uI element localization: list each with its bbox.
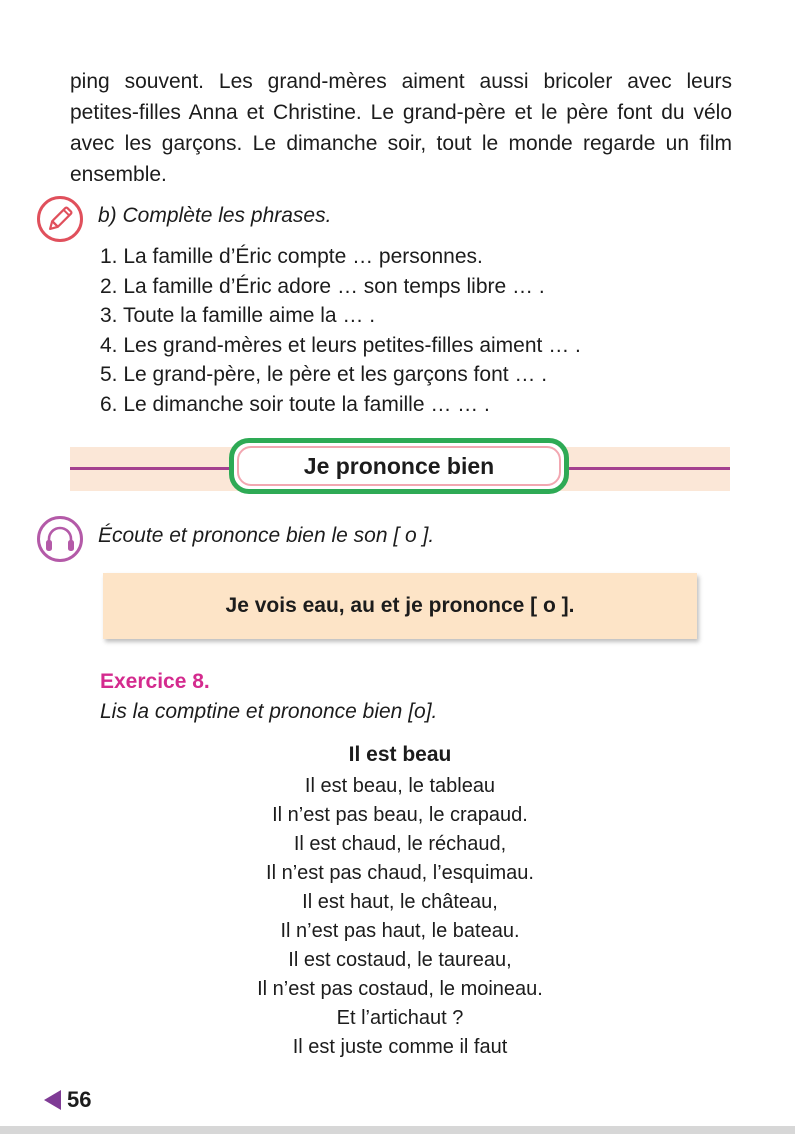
poem-line: Il est costaud, le taureau, [288, 949, 512, 971]
rule-box [103, 573, 697, 639]
headphones-icon [37, 516, 83, 562]
exercise-title: Exercice 8. [100, 670, 210, 693]
exercise-instruction: Lis la comptine et prononce bien [o]. [100, 700, 438, 723]
list-item: 2. La famille d’Éric adore … son temps libre … . [100, 274, 545, 298]
listen-instruction: Écoute et prononce bien le son [ o ]. [98, 524, 435, 547]
task-b-instruction: b) Complète les phrases. [98, 204, 332, 227]
poem [150, 740, 650, 1062]
poem-line: Il est beau, le tableau [304, 775, 496, 797]
poem-line: Il est haut, le château, [302, 891, 498, 913]
poem-line: Il n’est pas costaud, le moineau. [257, 978, 543, 1000]
list-item: 5. Le grand-père, le père et les garçons font … . [100, 363, 548, 386]
pencil-icon [37, 196, 83, 242]
page-number: 56 [67, 1087, 92, 1112]
poem-line: Il n’est pas haut, le bateau. [280, 920, 520, 942]
reading-paragraph: ping souvent. Les grand-mères aiment aussi bricoler avec leurs petites-filles Anna et Christine. Le grand-père et le père font du vélo avec les garçons. Le dimanche soir, tout le monde regarde un film ensemble. [70, 70, 732, 186]
page-footer [44, 1087, 91, 1113]
triangle-left-icon [44, 1090, 61, 1110]
bottom-bar [0, 1126, 795, 1134]
rule-text: Je vois eau, au et je prononce [ o ]. [225, 594, 575, 617]
poem-line: Il n’est pas beau, le crapaud. [272, 804, 528, 826]
banner-line-right [568, 467, 730, 470]
poem-line: Et l’artichaut ? [336, 1007, 464, 1029]
poem-line: Il est juste comme il faut [292, 1036, 508, 1058]
list-item: 3. Toute la famille aime la … . [100, 304, 376, 327]
poem-line: Il est chaud, le réchaud, [293, 833, 507, 855]
section-title: Je prononce bien [237, 446, 561, 486]
list-item: 1. La famille d’Éric compte … personnes. [100, 245, 483, 268]
section-title-box [229, 438, 569, 494]
list-item: 4. Les grand-mères et leurs petites-filles aiment … . [100, 333, 581, 357]
sentence-list [100, 242, 581, 419]
poem-title: Il est beau [348, 743, 452, 766]
banner-line-left [70, 467, 235, 470]
poem-line: Il n’est pas chaud, l’esquimau. [266, 862, 534, 884]
list-item: 6. Le dimanche soir toute la famille … … . [100, 392, 490, 416]
